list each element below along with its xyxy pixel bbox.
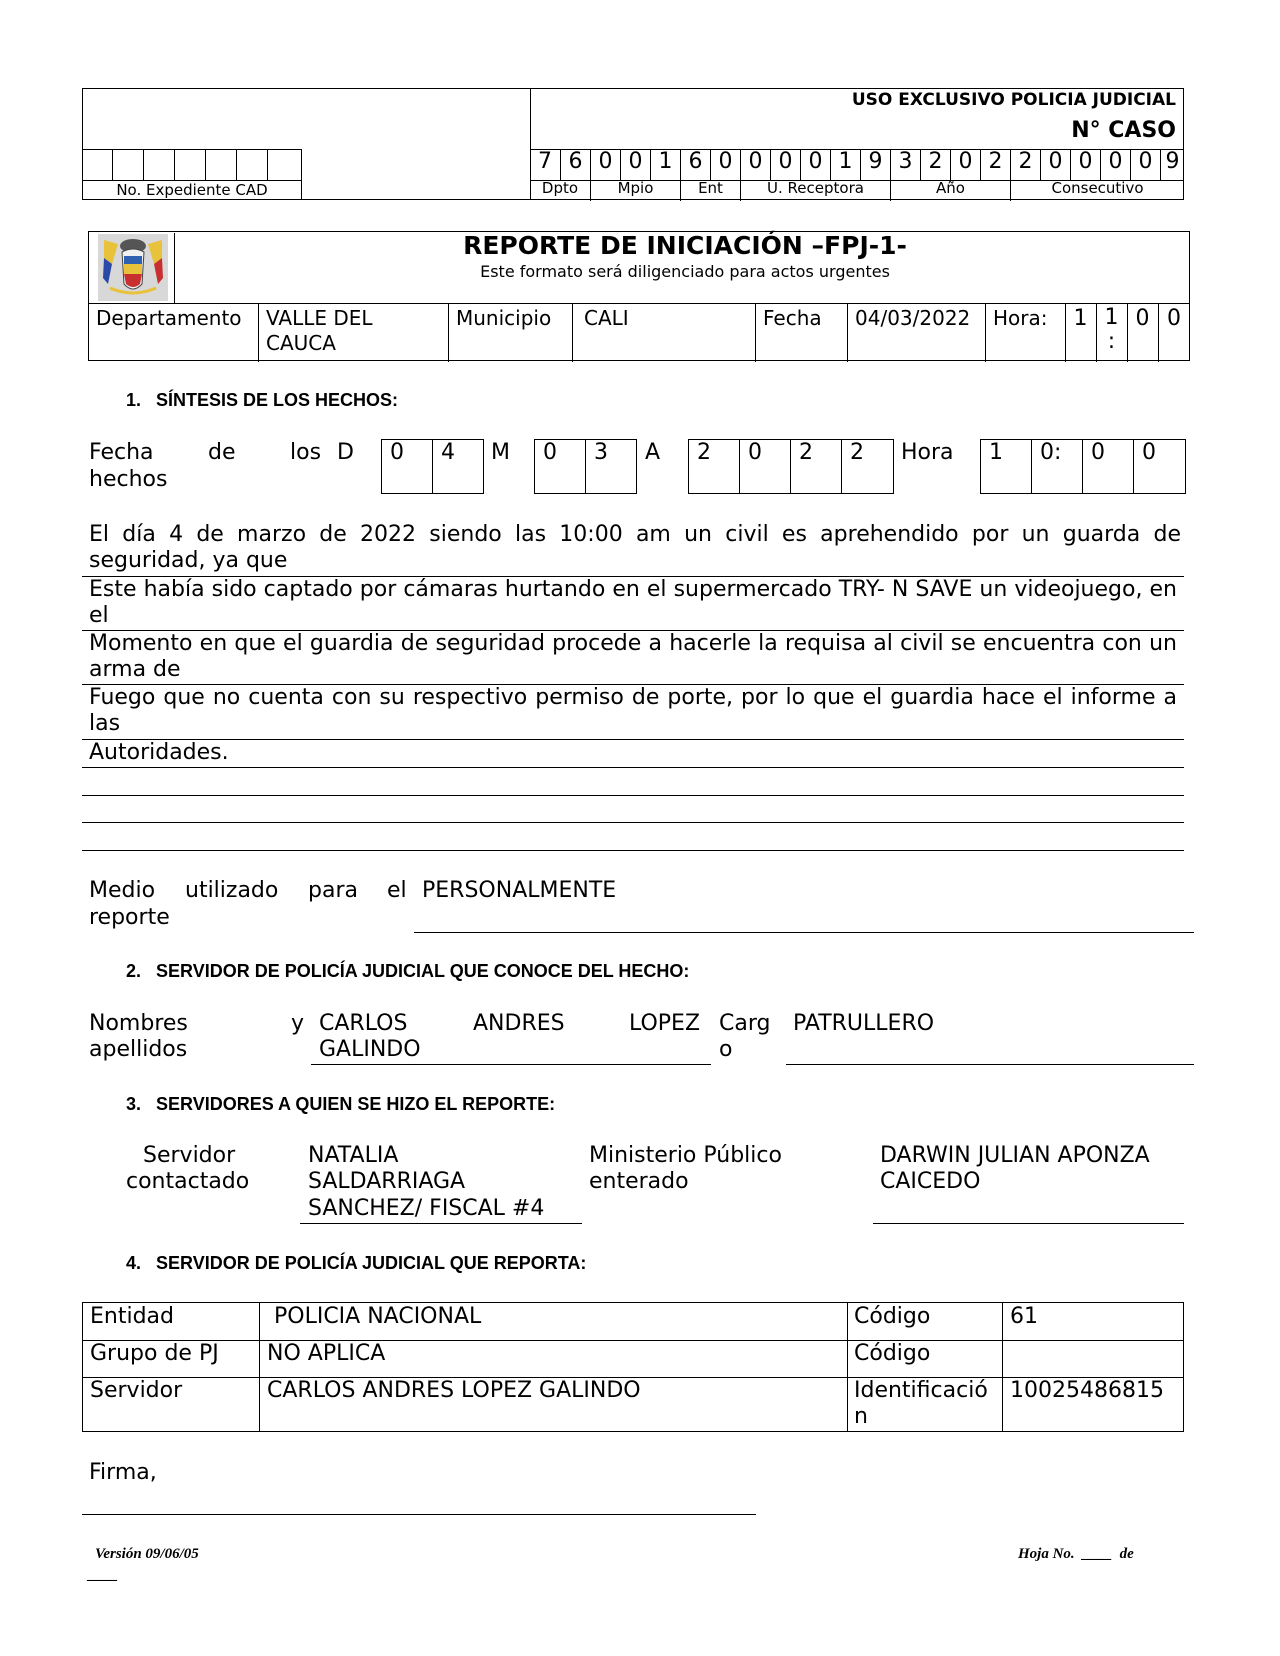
case-digit: 0 [950,150,980,181]
narrative-line: Este había sido captado por cámaras hurtando en el supermercado TRY- N SAVE un videojuego, en el [89,577,1177,628]
day-label: D [337,440,354,465]
narrative-rule [82,795,1184,796]
servidor-value-line: SALDARRIAGA [308,1169,466,1194]
table-cell-label: Entidad [90,1304,174,1329]
month-label: M [491,440,510,465]
hoja-label: Hoja No. ____ de [1018,1546,1134,1562]
table-cell-value: CARLOS ANDRES LOPEZ GALINDO [267,1378,641,1403]
hora-digit: 1 [1073,306,1088,331]
fecha-hechos-label-fecha: Fecha [89,440,154,465]
case-labels-row [530,180,1184,201]
ministerio-label-line1: Ministerio Público [589,1143,782,1168]
day-box [381,439,484,494]
month-digit: 3 [594,440,608,465]
servidor-value-line: NATALIA [308,1143,399,1168]
nombre-word: LOPEZ [629,1011,701,1036]
case-label-ent: Ent [680,181,740,201]
table-cell-value: POLICIA NACIONAL [267,1304,482,1329]
hora-digit: 0 [1135,306,1150,331]
medio-label-medio: Medio [89,878,156,903]
ministerio-value-line: CAICEDO [880,1169,981,1194]
case-digit: 1 [830,150,860,181]
case-digit: 0 [710,150,740,181]
form-title: REPORTE DE INICIACIÓN –FPJ-1- [463,231,907,260]
narrative-line: Fuego que no cuenta con su respectivo permiso de porte, por lo que el guardia hace el informe a las [89,685,1177,736]
year-digit: 2 [697,440,711,465]
case-label-ano: Año [890,181,1010,201]
table-cell-value: 10025486815 [1010,1378,1164,1403]
firma-line [82,1514,756,1515]
table-cell-value: 61 [1010,1304,1038,1329]
case-label-consecutivo: Consecutivo [1010,181,1184,201]
year-label: A [645,440,661,465]
hechos-hora-digit: 1 [989,440,1003,465]
case-digit: 0 [1100,150,1130,181]
nombre-line-2: GALINDO [319,1037,421,1062]
table-cell-label: Grupo de PJ [90,1341,219,1366]
expediente-label: No. Expediente CAD [116,181,268,199]
year-digit: 2 [799,440,813,465]
servidor-value-line: SANCHEZ/ FISCAL #4 [308,1196,545,1221]
section-3-heading: 3. SERVIDORES A QUIEN SE HIZO EL REPORTE: [126,1094,556,1114]
case-digit: 9 [1160,150,1184,181]
narrative-rule [82,822,1184,823]
narrative-line: Autoridades. [89,740,229,765]
medio-label-reporte: reporte [89,905,170,930]
case-digit: 0 [740,150,770,181]
narrative-line: El día 4 de marzo de 2022 siendo las 10:00 am un civil es aprehendido por un guarda de seguridad, ya que [89,522,1181,573]
servidor-underline [300,1223,582,1224]
medio-value: PERSONALMENTE [422,878,617,903]
narrative-rule [82,767,1184,768]
case-digit: 0 [1070,150,1100,181]
case-digit: 7 [538,149,552,174]
case-digit: 9 [860,150,890,181]
fecha-hechos-label-hechos: hechos [89,467,168,492]
case-digit: 2 [980,150,1010,181]
case-digit: 0 [800,150,830,181]
table-cell-value: NO APLICA [267,1341,386,1366]
hechos-hora-digit: 0 [1091,440,1105,465]
ministerio-label-line2: enterado [589,1169,689,1194]
hora-digit: 1 : [1104,305,1119,354]
case-digit: 0 [1040,150,1070,181]
nombre-underline [311,1064,711,1065]
fecha-hechos-label-de: de [208,440,236,465]
table-cell-label: Identificació n [854,1378,988,1429]
firma-label: Firma, [89,1460,157,1485]
year-box [688,439,894,494]
case-label-dpto: Dpto [541,179,579,197]
form-subtitle: Este formato será diligenciado para actos urgentes [480,262,890,281]
nombre-word: ANDRES [473,1011,565,1036]
case-digit: 0 [620,150,650,181]
narrative-line: Momento en que el guardia de seguridad procede a hacerle la requisa al civil se encuentra con un arma de [89,631,1177,682]
table-cell-label: Código [854,1341,931,1366]
medio-underline [414,932,1194,933]
version-underline: ____ [88,1567,118,1583]
nombre-word: CARLOS [319,1011,408,1036]
fecha-value: 04/03/2022 [855,306,971,330]
case-digit: 0 [590,150,620,181]
n-caso-label: N° CASO [1071,118,1176,143]
cargo-underline [786,1064,1194,1065]
apellidos-label: apellidos [89,1037,188,1062]
year-digit: 0 [748,440,762,465]
cargo-value: PATRULLERO [793,1011,935,1036]
case-digit: 3 [890,150,920,181]
medio-label-utilizado: utilizado [185,878,279,903]
case-digit: 0 [770,150,800,181]
section-2-heading: 2. SERVIDOR DE POLICÍA JUDICIAL QUE CONOCE DEL HECHO: [126,961,690,981]
fecha-label: Fecha [763,306,822,330]
day-digit: 0 [390,440,404,465]
hora-digit: 0 [1167,306,1181,331]
narrative-rule [82,850,1184,851]
hechos-hora-digit: 0: [1040,440,1062,465]
table-cell-label: Código [854,1304,931,1329]
servidor-label-line2: contactado [126,1169,250,1194]
hechos-hora-digit: 0 [1142,440,1156,465]
case-digit: 2 [920,150,950,181]
case-digit: 2 [1010,150,1040,181]
cargo-label: Carg [719,1011,771,1036]
hora-label: Hora: [993,306,1048,330]
case-digit: 0 [1130,150,1160,181]
section-1-heading: 1. SÍNTESIS DE LOS HECHOS: [126,390,399,410]
section-4-heading: 4. SERVIDOR DE POLICÍA JUDICIAL QUE REPORTA: [126,1253,587,1273]
hechos-hora-label: Hora [901,440,954,465]
ministerio-underline [873,1223,1184,1224]
nombres-label: Nombres [89,1011,188,1036]
departamento-label: Departamento [96,306,242,330]
month-box [534,439,637,494]
departamento-value: VALLE DEL CAUCA [266,306,373,355]
case-label-receptora: U. Receptora [740,181,890,201]
fecha-hechos-label-los: los [290,440,322,465]
municipio-label: Municipio [456,306,552,330]
reporter-table [82,1302,1184,1432]
servidor-label-line1: Servidor [143,1143,236,1168]
case-digit: 6 [560,150,590,181]
expediente-boxes [82,149,302,200]
location-row [88,303,1190,362]
coat-of-arms-icon [98,234,168,301]
medio-label-el: el [387,878,407,903]
case-label-mpio: Mpio [590,181,680,201]
uso-exclusivo-label: USO EXCLUSIVO POLICIA JUDICIAL [851,90,1176,110]
cargo-label-o: o [719,1037,733,1062]
municipio-value: CALI [584,306,629,330]
nombres-label-y: y [291,1011,305,1036]
year-digit: 2 [850,440,864,465]
case-digit: 6 [680,150,710,181]
month-digit: 0 [543,440,557,465]
table-cell-label: Servidor [90,1378,183,1403]
ministerio-value-line: DARWIN JULIAN APONZA [880,1143,1150,1168]
hechos-hora-box [980,439,1186,494]
day-digit: 4 [441,440,455,465]
medio-label-para: para [308,878,358,903]
version-label: Versión 09/06/05 [95,1546,199,1562]
case-digit: 1 [650,150,680,181]
case-number-row [530,149,1184,181]
